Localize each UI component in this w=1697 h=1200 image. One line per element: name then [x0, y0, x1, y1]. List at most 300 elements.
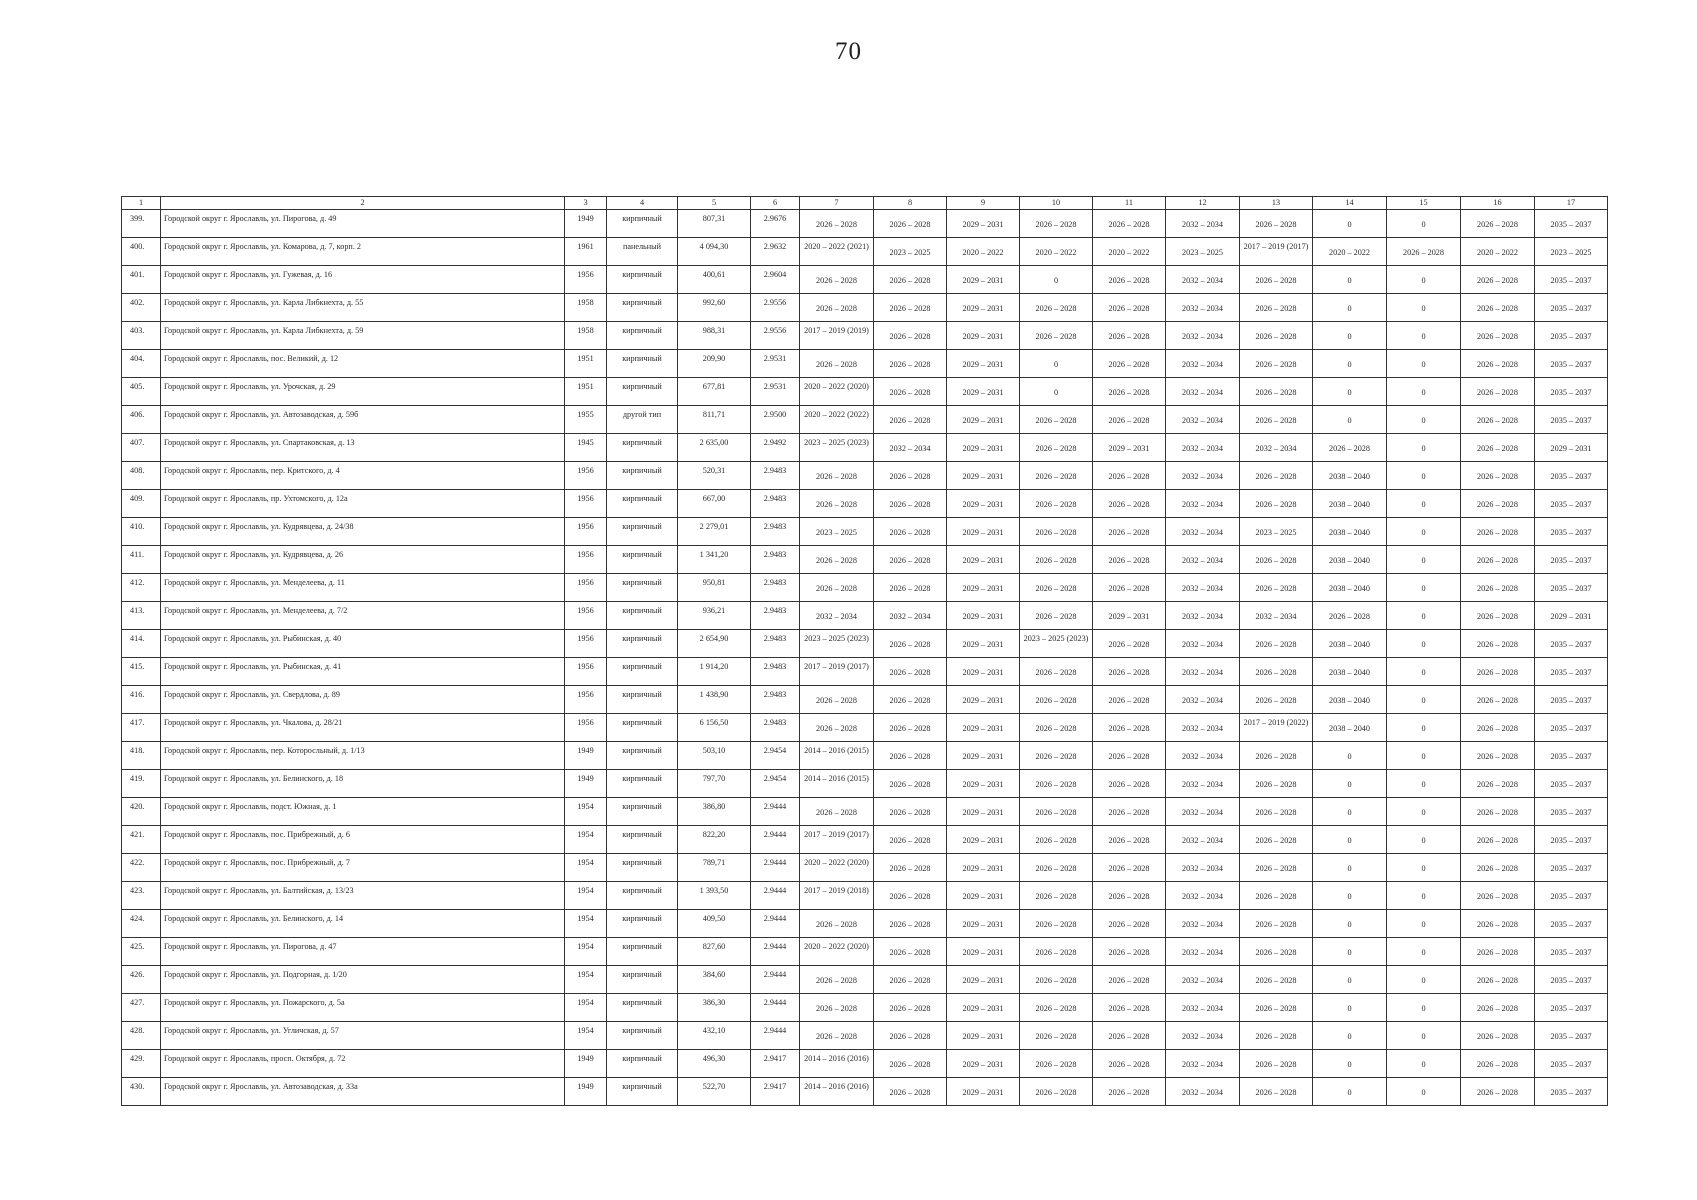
period-cell: 2020 – 2022: [1461, 238, 1535, 266]
period-cell: 2029 – 2031: [1535, 434, 1608, 462]
period-cell: 2026 – 2028: [1093, 714, 1166, 742]
year-cell: 1949: [565, 742, 607, 770]
table-row: [122, 1050, 1608, 1078]
period-cell: 2035 – 2037: [1535, 490, 1608, 518]
column-header: 15: [1387, 197, 1461, 210]
period-cell: 2035 – 2037: [1535, 854, 1608, 882]
material-cell: кирпичный: [607, 322, 678, 350]
period-cell: 2026 – 2028: [1461, 994, 1535, 1022]
period-cell: 2035 – 2037: [1535, 798, 1608, 826]
period-cell: 2032 – 2034: [1166, 546, 1240, 574]
period-cell: 2029 – 2031: [947, 1022, 1020, 1050]
period-cell: 2032 – 2034: [1166, 294, 1240, 322]
period-cell: 2035 – 2037: [1535, 938, 1608, 966]
index-cell: 2.9483: [751, 490, 800, 518]
material-cell: кирпичный: [607, 350, 678, 378]
period-cell: 2017 – 2019 (2019): [800, 322, 874, 350]
period-cell: 2038 – 2040: [1313, 630, 1387, 658]
period-cell: 0: [1313, 266, 1387, 294]
period-cell: 2026 – 2028: [1093, 378, 1166, 406]
address-cell: Городской округ г. Ярославль, пр. Ухтомского, д. 12а: [161, 490, 565, 518]
area-cell: 4 094,30: [678, 238, 751, 266]
period-cell: 0: [1387, 378, 1461, 406]
period-cell: 2029 – 2031: [947, 826, 1020, 854]
period-cell: 2029 – 2031: [947, 322, 1020, 350]
material-cell: кирпичный: [607, 1078, 678, 1106]
period-cell: 0: [1387, 714, 1461, 742]
period-cell: 0: [1020, 378, 1093, 406]
period-cell: 2032 – 2034: [1166, 574, 1240, 602]
period-cell: 2032 – 2034: [1166, 910, 1240, 938]
period-cell: 2026 – 2028: [1020, 910, 1093, 938]
year-cell: 1954: [565, 994, 607, 1022]
header-row: [122, 197, 1608, 210]
period-cell: 2026 – 2028: [874, 1078, 947, 1106]
year-cell: 1956: [565, 686, 607, 714]
period-cell: 2026 – 2028: [800, 714, 874, 742]
period-cell: 2032 – 2034: [800, 602, 874, 630]
period-cell: 2029 – 2031: [947, 602, 1020, 630]
material-cell: кирпичный: [607, 966, 678, 994]
year-cell: 1954: [565, 1022, 607, 1050]
period-cell: 2026 – 2028: [1093, 518, 1166, 546]
period-cell: 2026 – 2028: [1240, 630, 1313, 658]
column-header: 7: [800, 197, 874, 210]
column-header: 9: [947, 197, 1020, 210]
period-cell: 2026 – 2028: [1020, 658, 1093, 686]
period-cell: 2038 – 2040: [1313, 462, 1387, 490]
material-cell: кирпичный: [607, 630, 678, 658]
period-cell: 2032 – 2034: [874, 602, 947, 630]
index-cell: 2.9483: [751, 602, 800, 630]
row-number: 412.: [122, 574, 161, 602]
row-number: 414.: [122, 630, 161, 658]
period-cell: 2014 – 2016 (2015): [800, 770, 874, 798]
period-cell: 2026 – 2028: [874, 742, 947, 770]
period-cell: 2026 – 2028: [1020, 714, 1093, 742]
material-cell: кирпичный: [607, 910, 678, 938]
area-cell: 667,00: [678, 490, 751, 518]
row-number: 426.: [122, 966, 161, 994]
period-cell: 2026 – 2028: [1461, 546, 1535, 574]
period-cell: 2029 – 2031: [947, 210, 1020, 238]
index-cell: 2.9483: [751, 462, 800, 490]
period-cell: 2023 – 2025: [1535, 238, 1608, 266]
area-cell: 677,81: [678, 378, 751, 406]
period-cell: 2029 – 2031: [947, 686, 1020, 714]
period-cell: 0: [1387, 546, 1461, 574]
period-cell: 2026 – 2028: [800, 910, 874, 938]
period-cell: 2029 – 2031: [947, 658, 1020, 686]
period-cell: 2026 – 2028: [1461, 798, 1535, 826]
period-cell: 2038 – 2040: [1313, 686, 1387, 714]
row-number: 413.: [122, 602, 161, 630]
period-cell: 2026 – 2028: [874, 966, 947, 994]
address-cell: Городской округ г. Ярославль, пер. Которосльный, д. 1/13: [161, 742, 565, 770]
period-cell: 2026 – 2028: [800, 994, 874, 1022]
period-cell: 2020 – 2022: [1020, 238, 1093, 266]
row-number: 428.: [122, 1022, 161, 1050]
year-cell: 1954: [565, 798, 607, 826]
period-cell: 2026 – 2028: [1461, 490, 1535, 518]
table-row: [122, 490, 1608, 518]
address-cell: Городской округ г. Ярославль, ул. Пирогова, д. 47: [161, 938, 565, 966]
period-cell: 2032 – 2034: [1166, 994, 1240, 1022]
column-header: 10: [1020, 197, 1093, 210]
period-cell: 0: [1387, 882, 1461, 910]
period-cell: 2026 – 2028: [1020, 294, 1093, 322]
period-cell: 2026 – 2028: [1093, 322, 1166, 350]
index-cell: 2.9483: [751, 714, 800, 742]
period-cell: 2032 – 2034: [1166, 210, 1240, 238]
period-cell: 2026 – 2028: [1240, 210, 1313, 238]
year-cell: 1956: [565, 518, 607, 546]
index-cell: 2.9483: [751, 518, 800, 546]
period-cell: 2029 – 2031: [947, 854, 1020, 882]
period-cell: 0: [1387, 1078, 1461, 1106]
material-cell: кирпичный: [607, 210, 678, 238]
period-cell: 2032 – 2034: [1166, 602, 1240, 630]
year-cell: 1958: [565, 322, 607, 350]
period-cell: 2035 – 2037: [1535, 1022, 1608, 1050]
table-row: [122, 1022, 1608, 1050]
year-cell: 1945: [565, 434, 607, 462]
period-cell: 2038 – 2040: [1313, 574, 1387, 602]
area-cell: 384,60: [678, 966, 751, 994]
year-cell: 1956: [565, 490, 607, 518]
period-cell: 2029 – 2031: [947, 462, 1020, 490]
period-cell: 2035 – 2037: [1535, 546, 1608, 574]
period-cell: 2026 – 2028: [1240, 966, 1313, 994]
period-cell: 2032 – 2034: [1166, 266, 1240, 294]
address-cell: Городской округ г. Ярославль, подст. Южная, д. 1: [161, 798, 565, 826]
period-cell: 2026 – 2028: [1240, 798, 1313, 826]
index-cell: 2.9483: [751, 686, 800, 714]
period-cell: 0: [1313, 294, 1387, 322]
period-cell: 2026 – 2028: [800, 266, 874, 294]
period-cell: 0: [1313, 854, 1387, 882]
address-cell: Городской округ г. Ярославль, пос. Прибрежный, д. 7: [161, 854, 565, 882]
area-cell: 496,30: [678, 1050, 751, 1078]
area-cell: 1 438,90: [678, 686, 751, 714]
period-cell: 0: [1387, 462, 1461, 490]
period-cell: 2029 – 2031: [947, 518, 1020, 546]
row-number: 427.: [122, 994, 161, 1022]
index-cell: 2.9444: [751, 826, 800, 854]
row-number: 410.: [122, 518, 161, 546]
period-cell: 2026 – 2028: [1461, 378, 1535, 406]
period-cell: 2035 – 2037: [1535, 658, 1608, 686]
table-row: [122, 630, 1608, 658]
table-row: [122, 238, 1608, 266]
period-cell: 2026 – 2028: [874, 686, 947, 714]
period-cell: 2026 – 2028: [1240, 574, 1313, 602]
period-cell: 2026 – 2028: [1461, 210, 1535, 238]
address-cell: Городской округ г. Ярославль, просп. Октября, д. 72: [161, 1050, 565, 1078]
period-cell: 2026 – 2028: [874, 518, 947, 546]
period-cell: 2026 – 2028: [1093, 462, 1166, 490]
index-cell: 2.9444: [751, 938, 800, 966]
period-cell: 2026 – 2028: [1020, 938, 1093, 966]
column-header: 6: [751, 197, 800, 210]
address-cell: Городской округ г. Ярославль, ул. Комарова, д. 7, корп. 2: [161, 238, 565, 266]
table-row: [122, 406, 1608, 434]
address-cell: Городской округ г. Ярославль, ул. Кудрявцева, д. 24/38: [161, 518, 565, 546]
period-cell: 0: [1387, 966, 1461, 994]
period-cell: 0: [1313, 826, 1387, 854]
period-cell: 0: [1313, 966, 1387, 994]
period-cell: 2023 – 2025 (2023): [800, 434, 874, 462]
address-cell: Городской округ г. Ярославль, ул. Пирогова, д. 49: [161, 210, 565, 238]
period-cell: 2035 – 2037: [1535, 322, 1608, 350]
table-row: [122, 602, 1608, 630]
period-cell: 2026 – 2028: [1020, 490, 1093, 518]
column-header: 5: [678, 197, 751, 210]
period-cell: 2035 – 2037: [1535, 770, 1608, 798]
index-cell: 2.9556: [751, 294, 800, 322]
period-cell: 2026 – 2028: [1093, 490, 1166, 518]
period-cell: 2026 – 2028: [1461, 770, 1535, 798]
period-cell: 2017 – 2019 (2017): [800, 826, 874, 854]
period-cell: 2029 – 2031: [947, 994, 1020, 1022]
period-cell: 2026 – 2028: [1461, 938, 1535, 966]
period-cell: 2026 – 2028: [1461, 742, 1535, 770]
period-cell: 2029 – 2031: [947, 1078, 1020, 1106]
period-cell: 2026 – 2028: [1461, 406, 1535, 434]
period-cell: 2026 – 2028: [800, 798, 874, 826]
period-cell: 2029 – 2031: [947, 350, 1020, 378]
material-cell: кирпичный: [607, 686, 678, 714]
period-cell: 2026 – 2028: [874, 714, 947, 742]
period-cell: 0: [1313, 350, 1387, 378]
period-cell: 0: [1387, 602, 1461, 630]
period-cell: 2026 – 2028: [1020, 854, 1093, 882]
period-cell: 2020 – 2022: [1093, 238, 1166, 266]
period-cell: 2035 – 2037: [1535, 714, 1608, 742]
address-cell: Городской округ г. Ярославль, ул. Белинского, д. 14: [161, 910, 565, 938]
index-cell: 2.9444: [751, 882, 800, 910]
row-number: 401.: [122, 266, 161, 294]
area-cell: 789,71: [678, 854, 751, 882]
period-cell: 2026 – 2028: [1020, 798, 1093, 826]
period-cell: 2026 – 2028: [874, 938, 947, 966]
period-cell: 2026 – 2028: [1240, 994, 1313, 1022]
row-number: 417.: [122, 714, 161, 742]
period-cell: 2035 – 2037: [1535, 686, 1608, 714]
material-cell: кирпичный: [607, 490, 678, 518]
area-cell: 432,10: [678, 1022, 751, 1050]
period-cell: 2032 – 2034: [1166, 658, 1240, 686]
area-cell: 797,70: [678, 770, 751, 798]
period-cell: 2035 – 2037: [1535, 630, 1608, 658]
column-header: 4: [607, 197, 678, 210]
period-cell: 2038 – 2040: [1313, 546, 1387, 574]
index-cell: 2.9444: [751, 798, 800, 826]
period-cell: 2029 – 2031: [947, 490, 1020, 518]
index-cell: 2.9676: [751, 210, 800, 238]
material-cell: кирпичный: [607, 854, 678, 882]
index-cell: 2.9632: [751, 238, 800, 266]
material-cell: кирпичный: [607, 574, 678, 602]
period-cell: 0: [1313, 378, 1387, 406]
area-cell: 522,70: [678, 1078, 751, 1106]
address-cell: Городской округ г. Ярославль, ул. Подгорная, д. 1/20: [161, 966, 565, 994]
period-cell: 2038 – 2040: [1313, 658, 1387, 686]
row-number: 424.: [122, 910, 161, 938]
area-cell: 2 635,00: [678, 434, 751, 462]
area-cell: 992,60: [678, 294, 751, 322]
period-cell: 2035 – 2037: [1535, 966, 1608, 994]
column-header: 17: [1535, 197, 1608, 210]
period-cell: 2020 – 2022 (2020): [800, 854, 874, 882]
period-cell: 2017 – 2019 (2022): [1240, 714, 1313, 742]
period-cell: 2026 – 2028: [874, 854, 947, 882]
address-cell: Городской округ г. Ярославль, ул. Рыбинская, д. 41: [161, 658, 565, 686]
period-cell: 0: [1313, 1022, 1387, 1050]
period-cell: 2032 – 2034: [1166, 378, 1240, 406]
period-cell: 2026 – 2028: [874, 798, 947, 826]
period-cell: 2035 – 2037: [1535, 210, 1608, 238]
row-number: 430.: [122, 1078, 161, 1106]
period-cell: 2026 – 2028: [1093, 854, 1166, 882]
period-cell: 2032 – 2034: [1166, 518, 1240, 546]
period-cell: 0: [1387, 266, 1461, 294]
address-cell: Городской округ г. Ярославль, ул. Кудрявцева, д. 26: [161, 546, 565, 574]
period-cell: 2032 – 2034: [874, 434, 947, 462]
period-cell: 0: [1313, 994, 1387, 1022]
area-cell: 409,50: [678, 910, 751, 938]
area-cell: 822,20: [678, 826, 751, 854]
column-header: 8: [874, 197, 947, 210]
period-cell: 2026 – 2028: [1020, 966, 1093, 994]
period-cell: 2029 – 2031: [947, 910, 1020, 938]
period-cell: 2026 – 2028: [1240, 266, 1313, 294]
period-cell: 2026 – 2028: [874, 882, 947, 910]
period-cell: 2026 – 2028: [1240, 462, 1313, 490]
period-cell: 2032 – 2034: [1166, 322, 1240, 350]
period-cell: 0: [1313, 770, 1387, 798]
period-cell: 2026 – 2028: [1020, 406, 1093, 434]
period-cell: 0: [1313, 938, 1387, 966]
index-cell: 2.9483: [751, 546, 800, 574]
period-cell: 0: [1387, 1050, 1461, 1078]
year-cell: 1956: [565, 574, 607, 602]
period-cell: 2026 – 2028: [1020, 686, 1093, 714]
period-cell: 2023 – 2025: [874, 238, 947, 266]
period-cell: 0: [1387, 686, 1461, 714]
period-cell: 2035 – 2037: [1535, 826, 1608, 854]
year-cell: 1956: [565, 658, 607, 686]
period-cell: 2026 – 2028: [800, 350, 874, 378]
period-cell: 2026 – 2028: [1020, 770, 1093, 798]
period-cell: 2032 – 2034: [1166, 826, 1240, 854]
period-cell: 2035 – 2037: [1535, 350, 1608, 378]
period-cell: 0: [1313, 798, 1387, 826]
period-cell: 2026 – 2028: [800, 574, 874, 602]
table-row: [122, 434, 1608, 462]
period-cell: 0: [1313, 882, 1387, 910]
period-cell: 2035 – 2037: [1535, 910, 1608, 938]
period-cell: 2026 – 2028: [1020, 1050, 1093, 1078]
period-cell: 2029 – 2031: [1093, 434, 1166, 462]
period-cell: 2029 – 2031: [947, 966, 1020, 994]
column-header: 12: [1166, 197, 1240, 210]
index-cell: 2.9483: [751, 658, 800, 686]
period-cell: 0: [1387, 854, 1461, 882]
period-cell: 2026 – 2028: [1020, 210, 1093, 238]
row-number: 420.: [122, 798, 161, 826]
area-cell: 6 156,50: [678, 714, 751, 742]
period-cell: 2026 – 2028: [1240, 490, 1313, 518]
table-row: [122, 322, 1608, 350]
period-cell: 0: [1387, 574, 1461, 602]
period-cell: 2026 – 2028: [1461, 574, 1535, 602]
row-number: 405.: [122, 378, 161, 406]
period-cell: 2026 – 2028: [1093, 574, 1166, 602]
year-cell: 1949: [565, 770, 607, 798]
period-cell: 2026 – 2028: [1240, 406, 1313, 434]
year-cell: 1955: [565, 406, 607, 434]
period-cell: 2035 – 2037: [1535, 574, 1608, 602]
row-number: 422.: [122, 854, 161, 882]
address-cell: Городской округ г. Ярославль, ул. Урочская, д. 29: [161, 378, 565, 406]
period-cell: 0: [1387, 826, 1461, 854]
period-cell: 2035 – 2037: [1535, 1078, 1608, 1106]
period-cell: 2026 – 2028: [1093, 826, 1166, 854]
year-cell: 1956: [565, 714, 607, 742]
period-cell: 2029 – 2031: [947, 378, 1020, 406]
period-cell: 2026 – 2028: [1240, 910, 1313, 938]
address-cell: Городской округ г. Ярославль, пос. Великий, д. 12: [161, 350, 565, 378]
year-cell: 1958: [565, 294, 607, 322]
material-cell: кирпичный: [607, 546, 678, 574]
year-cell: 1954: [565, 826, 607, 854]
area-cell: 936,21: [678, 602, 751, 630]
period-cell: 2029 – 2031: [1093, 602, 1166, 630]
row-number: 429.: [122, 1050, 161, 1078]
period-cell: 2029 – 2031: [947, 742, 1020, 770]
period-cell: 2026 – 2028: [1461, 294, 1535, 322]
year-cell: 1954: [565, 966, 607, 994]
period-cell: 2023 – 2025: [1166, 238, 1240, 266]
period-cell: 2026 – 2028: [1313, 434, 1387, 462]
address-cell: Городской округ г. Ярославль, ул. Спартаковская, д. 13: [161, 434, 565, 462]
period-cell: 2026 – 2028: [874, 350, 947, 378]
address-cell: Городской округ г. Ярославль, ул. Карла Либкнехта, д. 59: [161, 322, 565, 350]
period-cell: 2026 – 2028: [1240, 854, 1313, 882]
period-cell: 0: [1020, 266, 1093, 294]
period-cell: 0: [1387, 938, 1461, 966]
area-cell: 988,31: [678, 322, 751, 350]
period-cell: 0: [1387, 798, 1461, 826]
area-cell: 827,60: [678, 938, 751, 966]
table-row: [122, 350, 1608, 378]
period-cell: 2026 – 2028: [874, 322, 947, 350]
table-header: [122, 197, 1608, 210]
table-row: [122, 210, 1608, 238]
period-cell: 2026 – 2028: [874, 266, 947, 294]
index-cell: 2.9556: [751, 322, 800, 350]
table-row: [122, 714, 1608, 742]
period-cell: 2026 – 2028: [1093, 350, 1166, 378]
period-cell: 2026 – 2028: [874, 994, 947, 1022]
period-cell: 0: [1387, 910, 1461, 938]
period-cell: 2026 – 2028: [800, 294, 874, 322]
period-cell: 2032 – 2034: [1166, 1078, 1240, 1106]
period-cell: 2029 – 2031: [947, 294, 1020, 322]
period-cell: 2026 – 2028: [1020, 434, 1093, 462]
row-number: 407.: [122, 434, 161, 462]
